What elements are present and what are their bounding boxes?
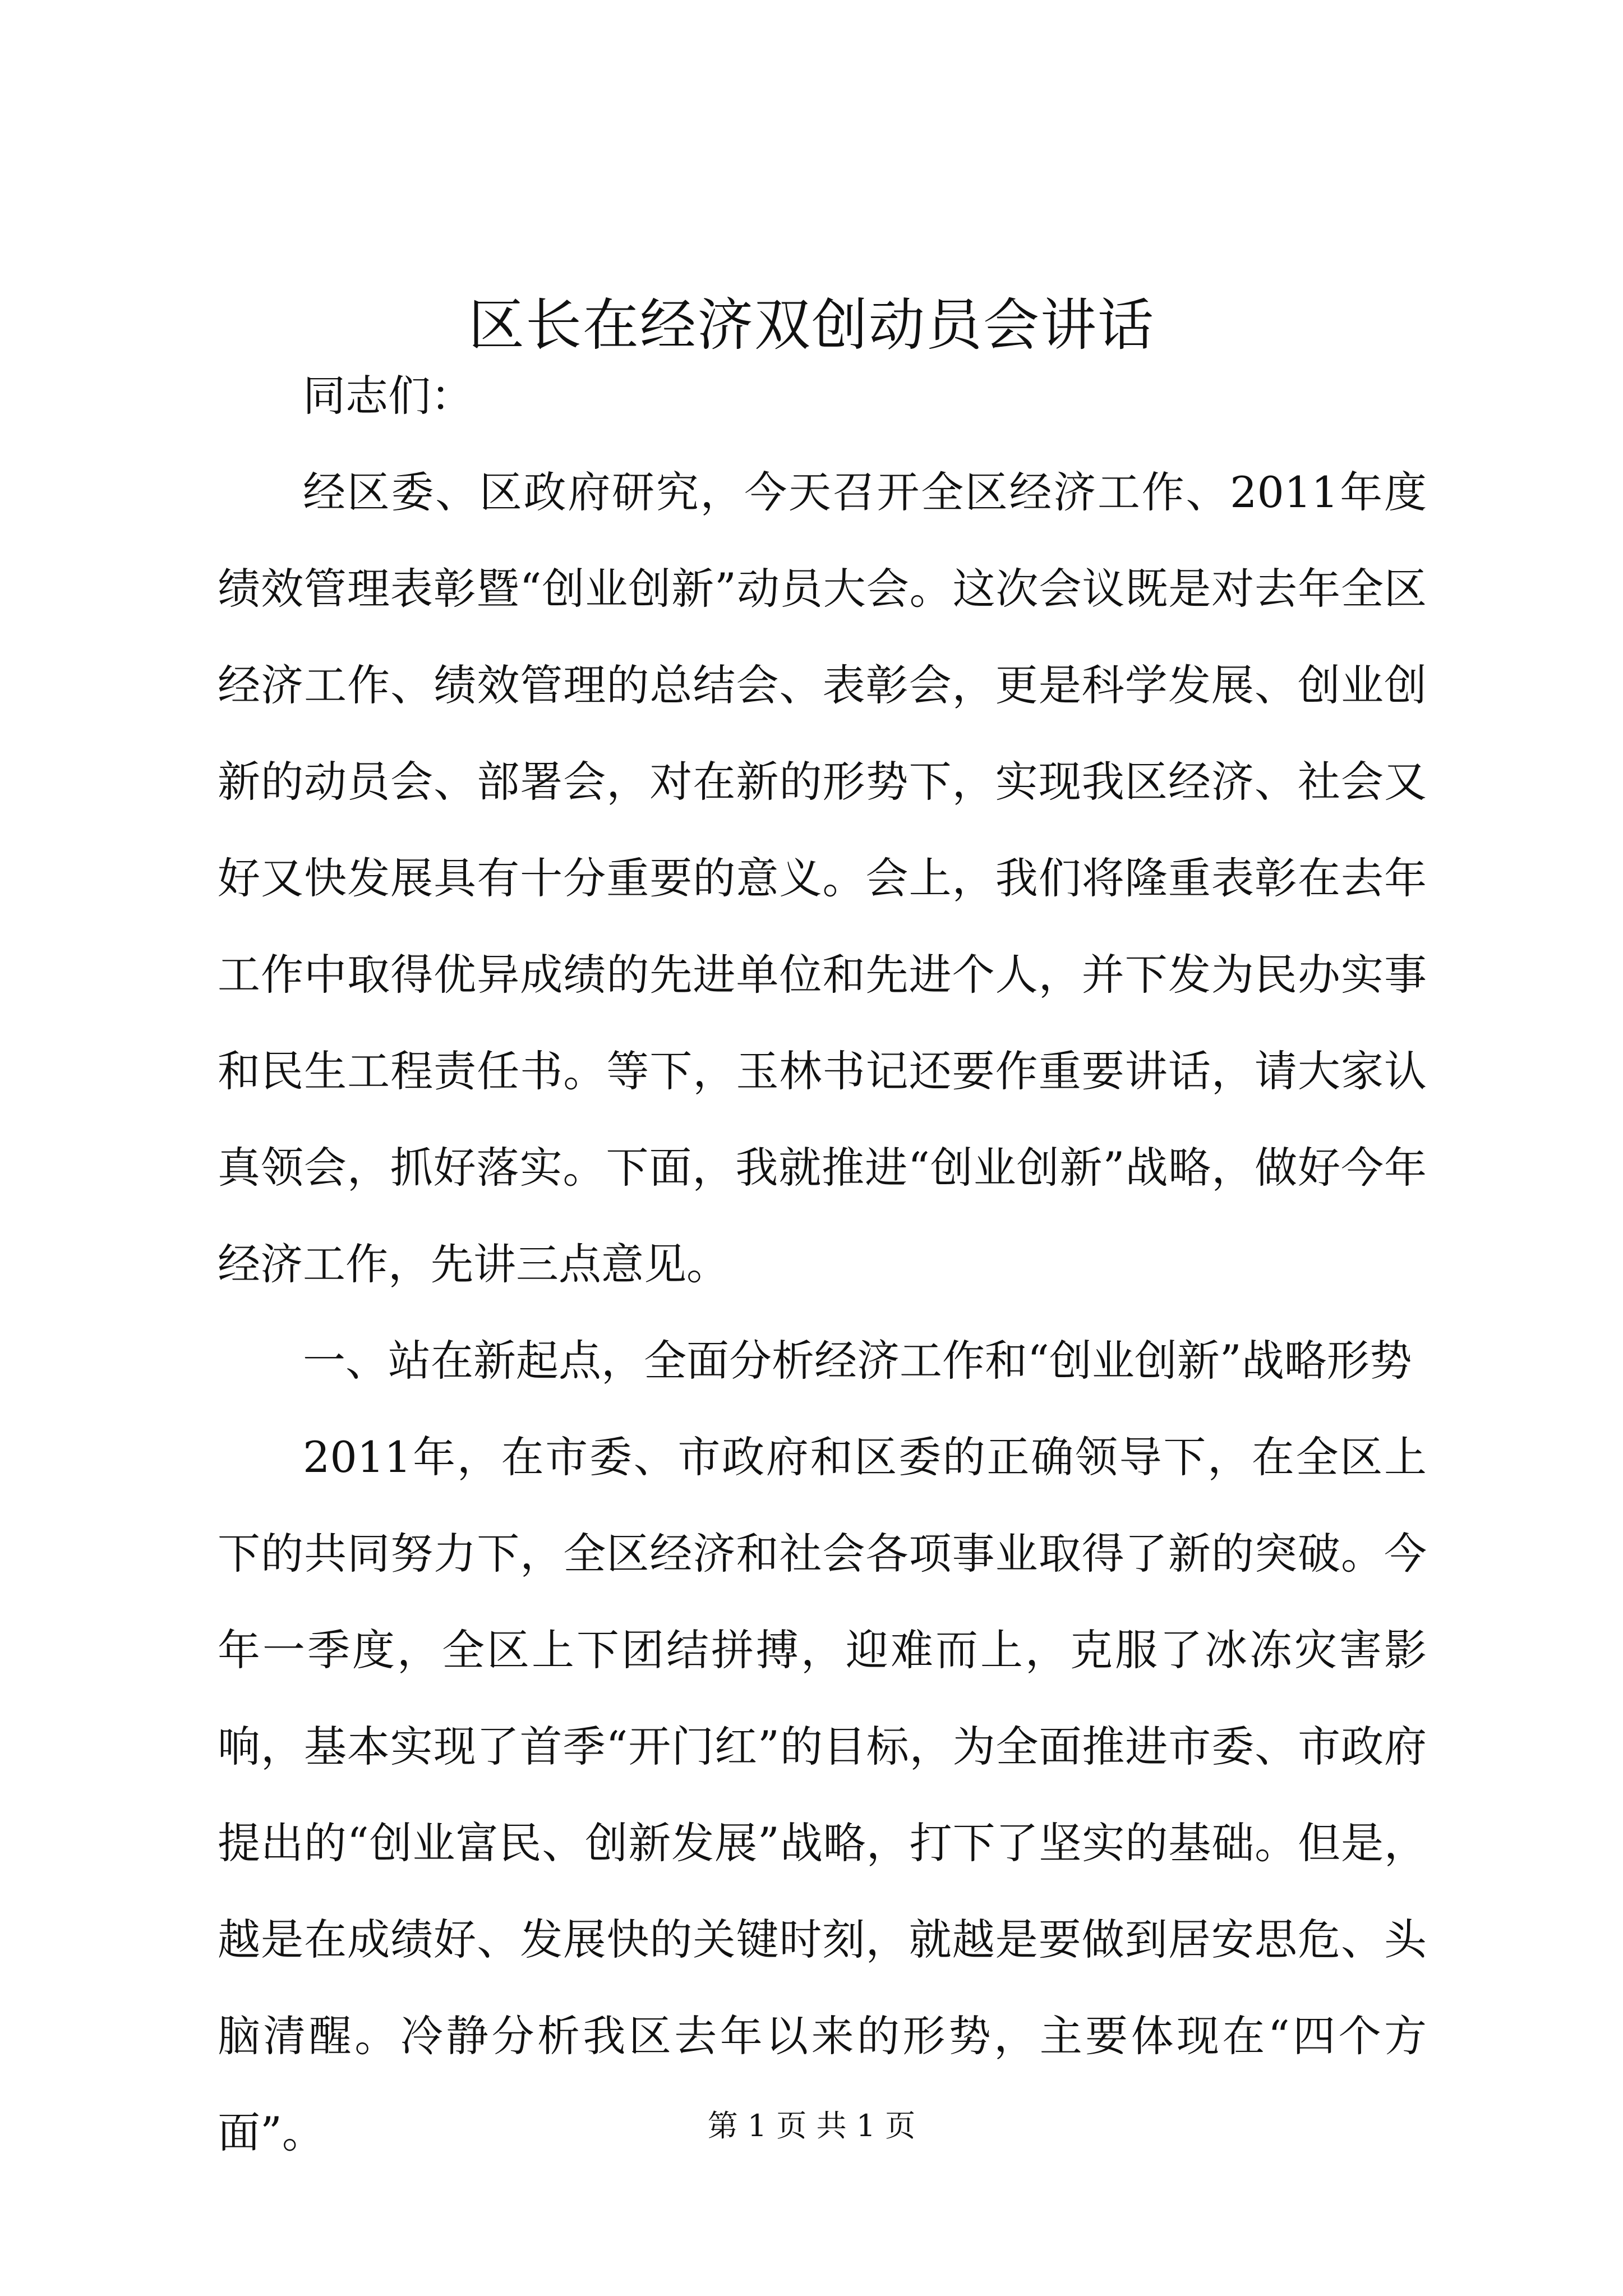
section-heading-1: 一、站在新起点，全面分析经济工作和“创业创新”战略形势 — [303, 1336, 1412, 1386]
paragraph-intro: 经区委、区政府研究，今天召开全区经济工作、2011年度绩效管理表彰暨“创业创新”动员大会。这次会议既是对去年全区经济工作、绩效管理的总结会、表彰会，更是科学发展、创业创新的动员会、部署会，对在新的形势下，实现我区经济、社会又好又快发展具有十分重要的意义。会上，我们将隆重表彰在去年工作中取得优异成绩的先进单位和先进个人，并下发为民办实事和民生工程责任书。等下，玉林书记还要作重要讲话，请大家认真领会，抓好落实。下面，我就推进“创业创新”战略，做好今年经济工作，先讲三点意见。 — [218, 467, 1427, 1289]
document-title: 区长在经济双创动员会讲话 — [468, 292, 1155, 358]
salutation: 同志们： — [303, 371, 473, 421]
document-body — [218, 348, 1427, 2181]
paragraph-situation: 2011年，在市委、市政府和区委的正确领导下，在全区上下的共同努力下，全区经济和社会各项事业取得了新的突破。今年一季度，全区上下团结拼搏，迎难而上，克服了冰冻灾害影响，基本实现了首季“开门红”的目标，为全面推进市委、市政府提出的“创业富民、创新发展”战略，打下了坚实的基础。但是，越是在成绩好、发展快的关键时刻，就越是要做到居安思危、头脑清醒。冷静分析我区去年以来的形势，主要体现在“四个方面”。 — [218, 1432, 1427, 2157]
page-number-footer: 第 1 页 共 1 页 — [707, 2108, 916, 2143]
